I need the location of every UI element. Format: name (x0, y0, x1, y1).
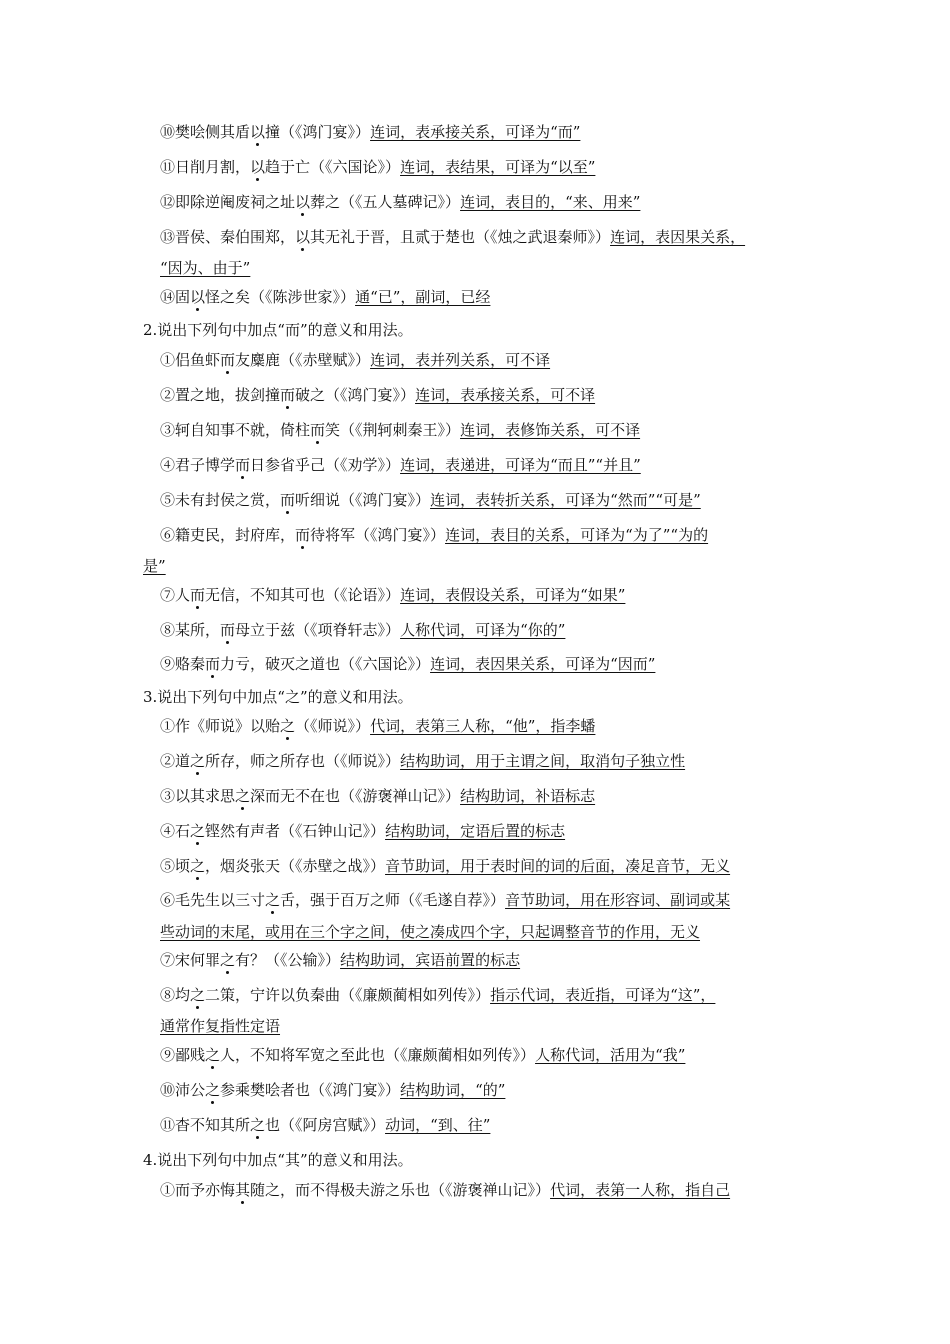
answer-text: 连词，表递进，可译为“而且”“并且” (400, 456, 641, 474)
answer-text: 结构助词，用于主谓之间，取消句子独立性 (400, 752, 686, 770)
answer-text: 音节助词，用在形容词、副词或某 (505, 891, 731, 909)
dotted-character: 而 (235, 456, 251, 474)
answer-text: 连词，表目的关系，可译为“为了”“为的 (445, 526, 709, 544)
sentence-item: ①作《师说》以贻之（《师说》）代词，表第三人称，“他”，指李蟠 (160, 717, 596, 735)
answer-text: 人称代词，可译为“你的” (400, 621, 566, 639)
dotted-character: 而 (220, 351, 236, 369)
sentence-item: ⑤未有封侯之赏，而听细说（《鸿门宴》）连词，表转折关系，可译为“然而”“可是” (160, 491, 701, 509)
sentence-item: ⑧某所，而母立于兹（《项脊轩志》）人称代词，可译为“你的” (160, 621, 566, 639)
answer-text: 动词，“到、往” (385, 1116, 491, 1134)
dotted-character: 而 (280, 491, 296, 509)
sentence-item: ⑥毛先生以三寸之舌，强于百万之师（《毛遂自荐》）音节助词，用在形容词、副词或某 (160, 891, 731, 909)
answer-text: 连词，表因果关系， (610, 228, 746, 246)
sentence-item: ①侣鱼虾而友麋鹿（《赤壁赋》）连词，表并列关系，可不译 (160, 351, 551, 369)
answer-text: 指示代词，表近指，可译为“这”， (490, 986, 716, 1004)
sentence-item: ⑦人而无信，不知其可也（《论语》）连词，表假设关系，可译为“如果” (160, 586, 626, 604)
sentence-item: ⑨赂秦而力亏，破灭之道也（《六国论》）连词，表因果关系，可译为“因而” (160, 655, 656, 673)
dotted-character: 而 (310, 421, 326, 439)
question-heading: 2.说出下列句中加点“而”的意义和用法。 (143, 321, 413, 339)
sentence-item: ⑤顷之，烟炎张天（《赤壁之战》）音节助词，用于表时间的词的后面，凑足音节，无义 (160, 857, 731, 875)
dotted-character: 之 (190, 822, 206, 840)
answer-text: 连词，表因果关系，可译为“因而” (430, 655, 656, 673)
sentence-item: ⑦宋何罪之有？（《公输》）结构助词，宾语前置的标志 (160, 951, 521, 969)
answer-text: 结构助词，宾语前置的标志 (340, 951, 521, 969)
answer-continuation: 些动词的末尾，或用在三个字之间，使之凑成四个字，只起调整音节的作用，无义 (160, 923, 701, 941)
answer-text: 结构助词，补语标志 (460, 787, 596, 805)
answer-text: 连词，表承接关系，可不译 (415, 386, 596, 404)
sentence-item: ①而予亦悔其随之，而不得极夫游之乐也（《游褒禅山记》）代词，表第一人称，指自己 (160, 1181, 731, 1199)
question-heading: 4.说出下列句中加点“其”的意义和用法。 (143, 1151, 413, 1169)
sentence-item: ⑩沛公之参乘樊哙者也（《鸿门宴》）结构助词，“的” (160, 1081, 506, 1099)
dotted-character: 之 (190, 857, 206, 875)
dotted-character: 以 (250, 123, 266, 141)
sentence-item: ⑧均之二策，宁许以负秦曲（《廉颇蔺相如列传》）指示代词，表近指，可译为“这”， (160, 986, 716, 1004)
sentence-item: ⑪杳不知其所之也（《阿房宫赋》）动词，“到、往” (160, 1116, 491, 1134)
answer-continuation: 通常作复指性定语 (160, 1017, 281, 1035)
dotted-character: 之 (190, 752, 206, 770)
dotted-character: 之 (220, 951, 236, 969)
sentence-item: ②置之地，拔剑撞而破之（《鸿门宴》）连词，表承接关系，可不译 (160, 386, 596, 404)
answer-text: 连词，表转折关系，可译为“然而”“可是” (430, 491, 701, 509)
sentence-item: ②道之所存，师之所存也（《师说》）结构助词，用于主谓之间，取消句子独立性 (160, 752, 686, 770)
sentence-item: ⑨鄙贱之人，不知将军宽之至此也（《廉颇蔺相如列传》）人称代词，活用为“我” (160, 1046, 686, 1064)
answer-text: 音节助词，用于表时间的词的后面，凑足音节，无义 (385, 857, 731, 875)
dotted-character: 而 (295, 526, 311, 544)
answer-text: 通“已”，副词，已经 (355, 288, 491, 306)
answer-text: 连词，表并列关系，可不译 (370, 351, 551, 369)
answer-continuation: “因为、由于” (160, 259, 251, 277)
answer-text: 连词，表修饰关系，可不译 (460, 421, 641, 439)
sentence-item: ④石之铿然有声者（《石钟山记》）结构助词，定语后置的标志 (160, 822, 566, 840)
sentence-item: ⑬晋侯、秦伯围郑，以其无礼于晋，且贰于楚也（《烛之武退秦师》）连词，表因果关系， (160, 228, 746, 246)
answer-text: 连词，表假设关系，可译为“如果” (400, 586, 626, 604)
dotted-character: 之 (235, 787, 251, 805)
dotted-character: 之 (205, 1046, 221, 1064)
answer-text: 结构助词，定语后置的标志 (385, 822, 566, 840)
dotted-character: 其 (235, 1181, 251, 1199)
sentence-item: ④君子博学而日参省乎己（《劝学》）连词，表递进，可译为“而且”“并且” (160, 456, 641, 474)
dotted-character: 之 (250, 1116, 266, 1134)
answer-text: 结构助词，“的” (400, 1081, 506, 1099)
question-heading: 3.说出下列句中加点“之”的意义和用法。 (143, 688, 413, 706)
answer-continuation: 是” (143, 557, 166, 575)
sentence-item: ⑩樊哙侧其盾以撞（《鸿门宴》）连词，表承接关系，可译为“而” (160, 123, 581, 141)
dotted-character: 之 (190, 986, 206, 1004)
answer-text: 连词，表承接关系，可译为“而” (370, 123, 581, 141)
answer-text: 代词，表第一人称，指自己 (550, 1181, 731, 1199)
dotted-character: 之 (205, 1081, 221, 1099)
answer-text: 连词，表结果，可译为“以至” (400, 158, 596, 176)
dotted-character: 而 (190, 586, 206, 604)
dotted-character: 以 (295, 193, 311, 211)
dotted-character: 之 (265, 891, 281, 909)
dotted-character: 而 (205, 655, 221, 673)
answer-text: 人称代词，活用为“我” (535, 1046, 686, 1064)
sentence-item: ⑪日削月割，以趋于亡（《六国论》）连词，表结果，可译为“以至” (160, 158, 596, 176)
dotted-character: 以 (190, 288, 206, 306)
sentence-item: ③轲自知事不就，倚柱而笑（《荆轲刺秦王》）连词，表修饰关系，可不译 (160, 421, 641, 439)
dotted-character: 以 (295, 228, 311, 246)
dotted-character: 而 (280, 386, 296, 404)
answer-text: 代词，表第三人称，“他”，指李蟠 (370, 717, 596, 735)
answer-text: 连词，表目的，“来、用来” (460, 193, 641, 211)
sentence-item: ⑭固以怪之矣（《陈涉世家》）通“已”，副词，已经 (160, 288, 491, 306)
sentence-item: ⑫即除逆阉废祠之址以葬之（《五人墓碑记》）连词，表目的，“来、用来” (160, 193, 641, 211)
sentence-item: ⑥籍吏民，封府库，而待将军（《鸿门宴》）连词，表目的关系，可译为“为了”“为的 (160, 526, 709, 544)
dotted-character: 而 (220, 621, 236, 639)
dotted-character: 之 (280, 717, 296, 735)
sentence-item: ③以其求思之深而无不在也（《游褒禅山记》）结构助词，补语标志 (160, 787, 596, 805)
dotted-character: 以 (250, 158, 266, 176)
